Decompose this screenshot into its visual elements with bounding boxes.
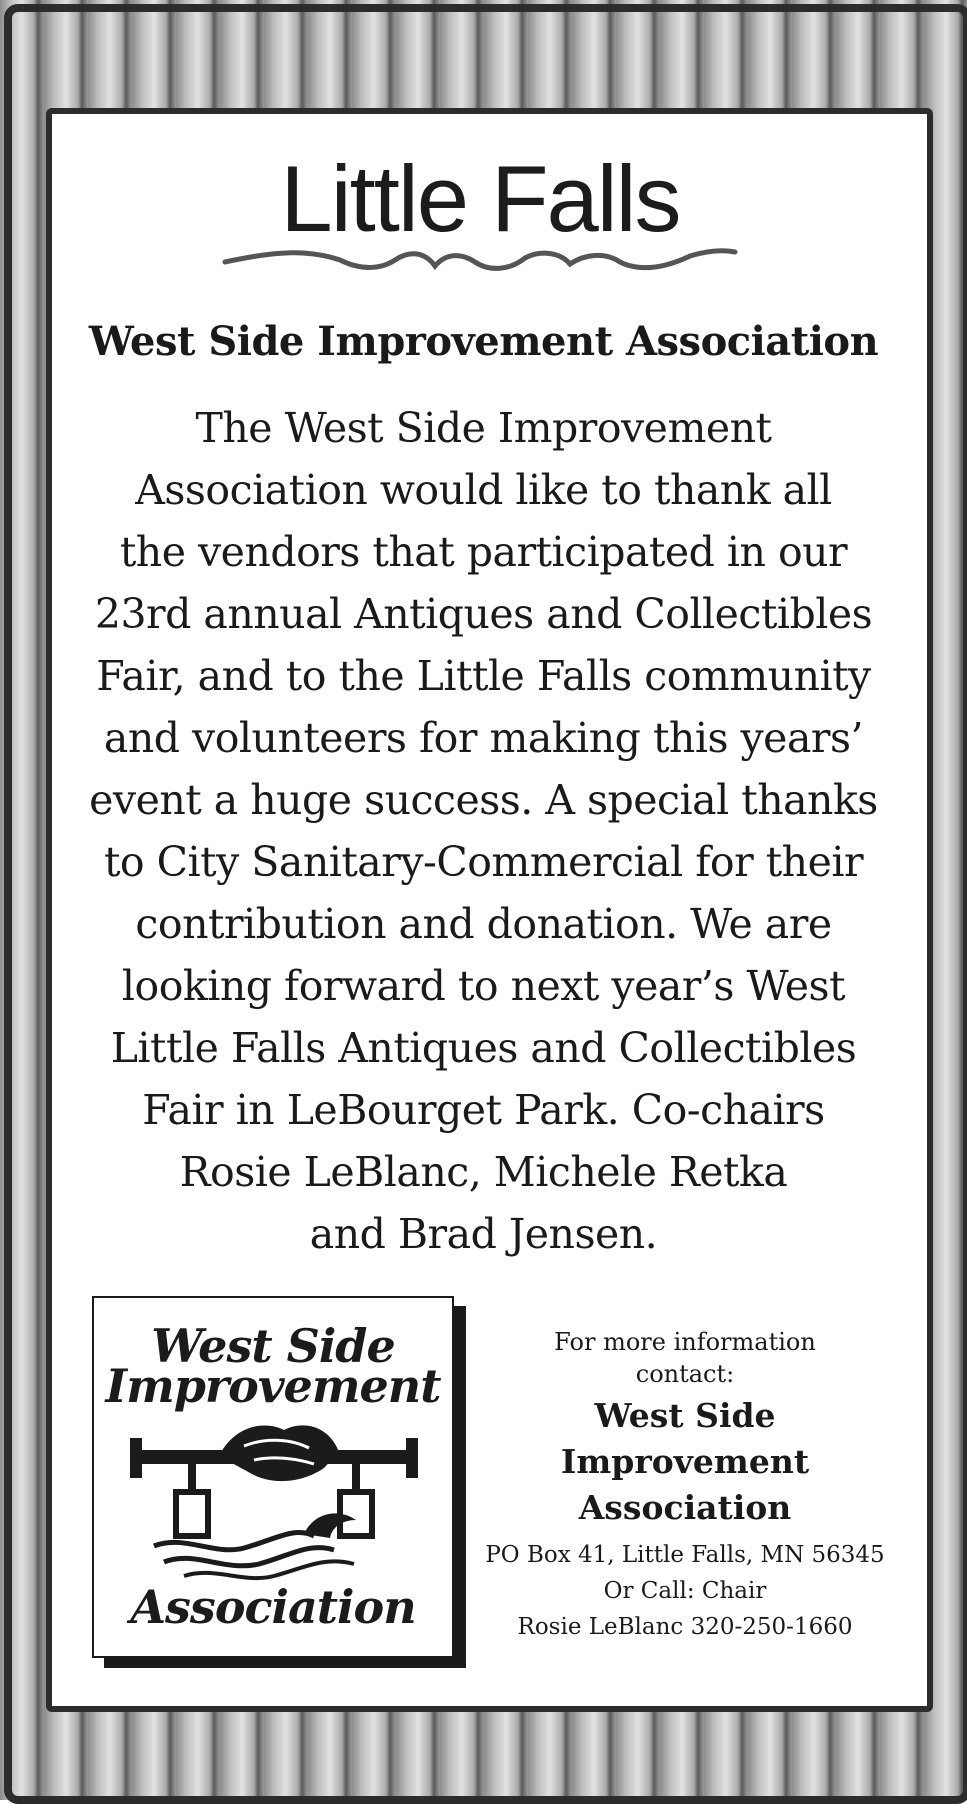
emblem-line-2: Improvement xyxy=(105,1359,441,1413)
message-line: The West Side Improvement xyxy=(195,404,772,452)
message-line: Fair, and to the Little Falls community xyxy=(96,652,871,700)
contact-phone: Rosie LeBlanc 320-250-1660 xyxy=(517,1614,853,1640)
message-line: looking forward to next year’s West xyxy=(121,962,846,1010)
message-line: event a huge success. A special thanks xyxy=(89,776,878,824)
message-line: and volunteers for making this years’ xyxy=(103,714,864,762)
logo-text: Little Falls xyxy=(280,146,680,251)
contact-org: Improvement xyxy=(560,1442,810,1481)
contact-org: Association xyxy=(578,1488,792,1527)
message-line: Fair in LeBourget Park. Co-chairs xyxy=(142,1086,825,1134)
association-emblem xyxy=(92,1296,454,1658)
message-line: the vendors that participated in our xyxy=(119,528,848,576)
emblem-line-1: West Side xyxy=(151,1319,395,1373)
handshake-icon xyxy=(124,1416,424,1586)
message-line: Association would like to thank all xyxy=(135,466,832,514)
contact-intro: For more information xyxy=(554,1328,816,1356)
emblem-line-3: Association xyxy=(130,1580,416,1634)
contact-call: Or Call: Chair xyxy=(603,1578,767,1604)
contact-org: West Side xyxy=(594,1396,776,1435)
message-line: contribution and donation. We are xyxy=(135,900,832,948)
message-line: Little Falls Antiques and Collectibles xyxy=(110,1024,857,1072)
little-falls-logo xyxy=(220,146,740,277)
contact-intro: contact: xyxy=(635,1360,735,1388)
association-heading: West Side Improvement Association xyxy=(88,318,879,365)
emblem-title xyxy=(94,1319,452,1413)
message-line: Rosie LeBlanc, Michele Retka xyxy=(179,1148,788,1196)
wave-icon xyxy=(220,240,740,280)
message-line: and Brad Jensen. xyxy=(309,1210,658,1258)
contact-address: PO Box 41, Little Falls, MN 56345 xyxy=(485,1542,885,1568)
message-line: 23rd annual Antiques and Collectibles xyxy=(94,590,873,638)
message-line: to City Sanitary-Commercial for their xyxy=(103,838,864,886)
